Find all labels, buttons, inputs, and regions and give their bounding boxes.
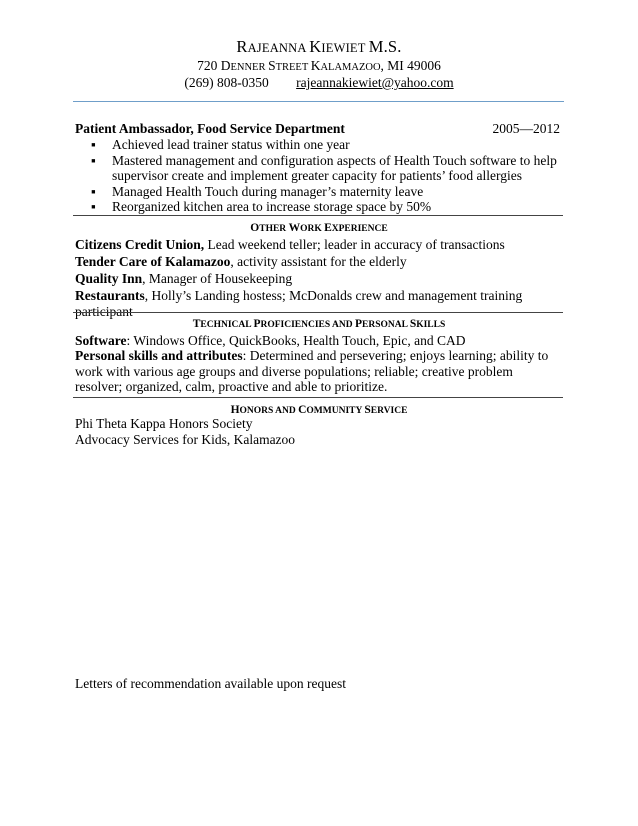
personal-skills-label: Personal skills and attributes bbox=[75, 348, 243, 363]
heading-part: S bbox=[409, 318, 417, 330]
list-item bbox=[75, 137, 563, 153]
heading-part: OMMUNITY bbox=[306, 406, 365, 416]
heading-part: ECHNICAL bbox=[200, 320, 254, 330]
address-part: S bbox=[268, 58, 276, 73]
bullet-icon: ▪ bbox=[91, 152, 96, 168]
software-line bbox=[75, 333, 563, 349]
work-item bbox=[75, 271, 565, 287]
employer-name: Tender Care of Kalamazoo bbox=[75, 254, 231, 269]
honor-item: Advocacy Services for Kids, Kalamazoo bbox=[75, 432, 296, 447]
work-description: , activity assistant for the elderly bbox=[230, 254, 407, 269]
heading-part: ONORS AND bbox=[239, 406, 299, 416]
address-part: 720 D bbox=[197, 58, 231, 73]
work-item bbox=[75, 254, 565, 270]
name-part: IEWIET bbox=[321, 41, 369, 55]
heading-part: ERSONAL bbox=[362, 320, 410, 330]
resume-name bbox=[0, 37, 638, 57]
heading-part: O bbox=[250, 222, 260, 234]
name-part: M.S. bbox=[368, 37, 402, 56]
work-description: Lead weekend teller; leader in accuracy of transactions bbox=[204, 237, 505, 252]
heading-part: KILLS bbox=[416, 320, 446, 330]
name-part: R bbox=[236, 37, 248, 56]
software-text: : Windows Office, QuickBooks, Health Touch, Epic, and CAD bbox=[126, 333, 466, 348]
job-title: Patient Ambassador, Food Service Department bbox=[75, 121, 345, 136]
work-item bbox=[75, 288, 565, 320]
employer-name: Citizens Credit Union, bbox=[75, 237, 205, 252]
name-part: AJEANNA bbox=[247, 41, 310, 55]
heading-part: THER bbox=[259, 224, 289, 234]
bullet-text: Managed Health Touch during manager’s maternity leave bbox=[112, 183, 424, 199]
bullet-text: Mastered management and configuration aspects of Health Touch software to help supervisor create and implement greater capacity for patients’ food allergies bbox=[112, 152, 557, 183]
section-divider bbox=[73, 397, 563, 398]
honor-item: Phi Theta Kappa Honors Society bbox=[75, 416, 253, 431]
personal-skills-paragraph bbox=[75, 348, 563, 395]
section-divider bbox=[73, 312, 563, 313]
job-dates: 2005—2012 bbox=[492, 121, 560, 136]
work-description: , Holly’s Landing hostess; McDonalds crew and management training participant bbox=[75, 288, 523, 319]
address-part: ENNER bbox=[230, 62, 269, 73]
employer-name: Restaurants bbox=[75, 288, 145, 303]
heading-part: P bbox=[355, 318, 363, 330]
heading-part: ERVICE bbox=[370, 406, 408, 416]
section-divider bbox=[73, 215, 563, 216]
heading-part: P bbox=[253, 318, 261, 330]
recommendation-note: Letters of recommendation available upon request bbox=[75, 676, 347, 691]
list-item bbox=[75, 184, 563, 200]
heading-part: ROFICIENCIES AND bbox=[260, 320, 355, 330]
heading-part: C bbox=[298, 404, 307, 416]
email-link[interactable]: rajeannakiewiet@yahoo.com bbox=[296, 75, 454, 90]
bullet-text: Reorganized kitchen area to increase storage space by 50% bbox=[112, 199, 432, 214]
technical-heading bbox=[0, 318, 638, 330]
heading-part: S bbox=[364, 404, 371, 416]
list-item bbox=[75, 199, 563, 215]
name-part: K bbox=[309, 37, 322, 56]
job-bullet-list bbox=[75, 137, 563, 215]
header-divider bbox=[73, 101, 564, 102]
address-part: ALAMAZOO bbox=[320, 62, 381, 73]
phone-number: (269) 808-0350 bbox=[184, 75, 269, 90]
heading-part: E bbox=[324, 222, 332, 234]
heading-part: H bbox=[230, 404, 240, 416]
bullet-icon: ▪ bbox=[91, 199, 96, 214]
bullet-text: Achieved lead trainer status within one year bbox=[112, 137, 350, 152]
honors-heading bbox=[0, 404, 638, 416]
work-item bbox=[75, 237, 565, 253]
software-label: Software bbox=[75, 333, 127, 348]
other-work-heading bbox=[0, 222, 638, 234]
address-part: K bbox=[310, 58, 321, 73]
heading-part: T bbox=[192, 318, 201, 330]
bullet-icon: ▪ bbox=[91, 137, 96, 152]
personal-skills-text: : Determined and persevering; enjoys learning; ability to work with various age groups and diverse populations; reliable; creative problem resolver; organized, calm, proactive and able to prioritize. bbox=[75, 348, 549, 394]
bullet-icon: ▪ bbox=[91, 183, 96, 199]
work-description: , Manager of Housekeeping bbox=[142, 271, 293, 286]
heading-part: XPERIENCE bbox=[331, 224, 388, 234]
list-item bbox=[75, 153, 563, 184]
heading-part: W bbox=[288, 222, 301, 234]
heading-part: ORK bbox=[300, 224, 325, 234]
resume-contact bbox=[0, 75, 638, 91]
resume-address bbox=[0, 58, 638, 74]
address-part: , MI 49006 bbox=[380, 58, 441, 73]
address-part: TREET bbox=[275, 62, 311, 73]
employer-name: Quality Inn bbox=[75, 271, 143, 286]
